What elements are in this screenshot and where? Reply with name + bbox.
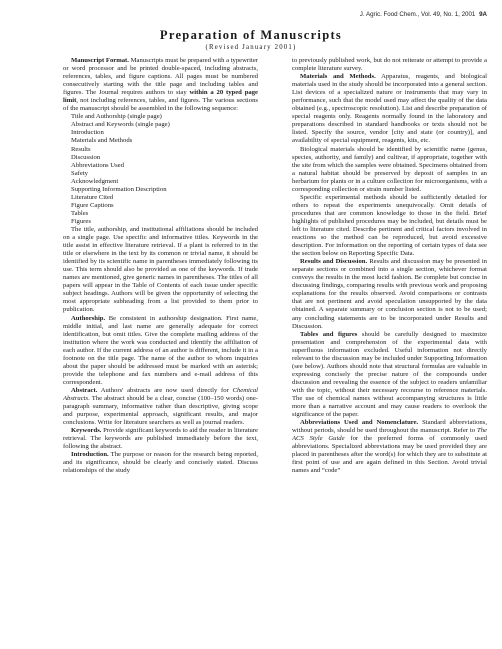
introduction-paragraph: Introduction. The purpose or reason for the research being reported, and its significance, should be clearly and concisely stated. Discuss relationships of the study: [63, 451, 258, 475]
list-item: Abbreviations Used: [71, 161, 124, 169]
materials-methods-paragraph: Materials and Methods. Apparatus, reagents, and biological materials used in the study should be incorporated into a general section. List devices of a specialized nature or instruments that may vary in performance, such that the model used may affect the quality of the data obtained (e.g., spectroscopic resolution). List and describe preparation of special reagents only. Reagents normally found in the laboratory and preparations described in standard handbooks or texts should not be listed. Specify the source, vendor [city and state (or country)], and availability of special equipment, reagents, kits, etc.: [292, 73, 487, 145]
list-item: Title and Authorship (single page): [71, 113, 162, 121]
title-paragraph: The title, authorship, and institutional affiliations should be included on a single page. Use specific and informative titles. Keywords in the title assist in effective literature retrieval. If a plant is referred to in the title or elsewhere in the text by its common or trivial name, it should be identified by its scientific name in parentheses immediately following its use. This term should also be provided as one of the keywords. If trade names are mentioned, give generic names in parentheses. The titles of all papers will appear in the Table of Contents of each issue under specific subject headings. Authors will be given the opportunity of selecting the most appropriate subheading from a list provided to them prior to publication.: [63, 225, 258, 314]
list-item: Discussion: [71, 153, 101, 161]
list-item: Safety: [71, 169, 88, 177]
list-item: Figure Captions: [71, 201, 114, 209]
list-item: Literature Cited: [71, 193, 114, 201]
section-sequence-list: [63, 113, 258, 226]
experimental-methods-paragraph: Specific experimental methods should be sufficiently detailed for others to repeat the experiments unequivocally. Omit details of procedures that are common knowledge to those in the field. Brief highlights of published procedures may be included, but details must be left to literature cited. Describe pertinent and critical factors involved in reactions so the method can be reproduced, but avoid excessive description. For information on the reporting of certain types of data see the section below on Reporting Specific Data.: [292, 193, 487, 258]
materials-methods-heading: Materials and Methods.: [300, 73, 376, 81]
list-item: Abstract and Keywords (single page): [71, 121, 170, 129]
revision-date: (Revised January 2001): [205, 44, 297, 51]
introduction-continued-paragraph: to previously published work, but do not reiterate or attempt to provide a complete literature survey.: [292, 57, 487, 73]
biological-materials-paragraph: Biological materials should be identified by scientific name (genus, species, authority, and family) and cultivar, if appropriate, together with the site from which the samples were obtained. Specimens obtained from a natural habitat should be preserved by deposit of samples in an herbarium for plants or in a culture collection for microorganisms, with a corresponding collection or strain number listed.: [292, 145, 487, 193]
list-item: Tables: [71, 209, 89, 217]
authorship-paragraph: Authorship. Be consistent in authorship designation. First name, middle initial, and last name are generally adequate for correct identification, but omit titles. Give the complete mailing address of the institution where the work was conducted and identify the affiliation of each author. If the current address of an author is different, include it in a footnote on the title page. The name of the author to whom inquiries about the paper should be addressed must be marked with an asterisk; provide the telephone and fax numbers and e-mail address of this correspondent.: [63, 314, 258, 386]
page-limit-emphasis: within a 20 typed page limit: [63, 89, 258, 105]
list-item: Materials and Methods: [71, 137, 133, 145]
list-item: Supporting Information Description: [71, 185, 167, 193]
abbreviations-paragraph: Abbreviations Used and Nomenclature. Standard abbreviations, without periods, should be used throughout the manuscript. Refer to The ACS Style Guide for the preferred forms of commonly used abbreviations. Specialized abbreviations may be used provided they are placed in parentheses after the word(s) for which they are to substitute at first point of use and are again defined in this Section. Avoid trivial names and “code”: [292, 419, 487, 475]
list-item: Figures: [71, 217, 91, 225]
keywords-heading: Keywords.: [71, 427, 102, 435]
authorship-heading: Authorship.: [71, 314, 106, 322]
abstract-paragraph: Abstract. Authors' abstracts are now used directly for Chemical Abstracts. The abstract should be a clear, concise (100–150 words) one-paragraph summary, informative rather than descriptive, giving scope and purpose, experimental approach, significant results, and major conclusions. Write for literature searchers as well as journal readers.: [63, 386, 258, 427]
chemical-abstracts-title: Chemical Abstracts: [63, 386, 258, 402]
keywords-paragraph: Keywords. Provide significant keywords to aid the reader in literature retrieval. The keywords are published immediately before the text, following the abstract.: [63, 427, 258, 451]
acs-style-guide-title: The ACS Style Guide: [292, 427, 487, 443]
list-item: Results: [71, 145, 91, 153]
list-item: Introduction: [71, 129, 104, 137]
list-item: Acknowledgment: [71, 177, 119, 185]
abstract-heading: Abstract.: [71, 386, 98, 394]
results-discussion-heading: Results and Discussion.: [300, 258, 368, 266]
tables-figures-paragraph: Tables and figures should be carefully designed to maximize presentation and comprehension of the experimental data with superfluous information excluded. Useful information not directly relevant to the discussion may be included under Supporting Information (see below). Authors should note that structural formulas are valuable in expressing concisely the precise nature of the compounds under discussion and revealing the essence of the subject to readers unfamiliar with the topic, without their necessary recourse to reference materials. The use of chemical names without accompanying structures is little more than a narrative account and may cause readers to overlook the significance of the paper.: [292, 330, 487, 419]
abbreviations-heading: Abbreviations Used and Nomenclature.: [300, 419, 419, 427]
manuscript-format-heading: Manuscript Format.: [71, 57, 129, 64]
page-number: 9A: [479, 11, 487, 18]
running-head: [360, 11, 487, 18]
right-column: [292, 57, 487, 647]
left-column: [63, 57, 258, 647]
manuscript-format-paragraph: Manuscript Format. Manuscripts must be prepared with a typewriter or word processor and be printed double-spaced, including abstracts, references, tables, and figure captions. All pages must be numbered consecutively starting with the title page and including tables and figures. The Journal requires authors to stay within a 20 typed page limit, not including references, tables, and figures. The various sections of the manuscript should be assembled in the following sequence:: [63, 57, 258, 113]
introduction-heading: Introduction.: [71, 451, 109, 459]
tables-figures-heading: Tables and figures: [300, 330, 358, 338]
page-title: Preparation of Manuscripts: [159, 28, 343, 42]
results-discussion-paragraph: Results and Discussion. Results and discussion may be presented in separate sections or combined into a single section, whichever format conveys the results in the most lucid fashion. Be complete but concise in discussing findings, comparing results with previous work and proposing explanations for the results observed. Avoid comparisons or contrasts that are not pertinent and avoid speculation unsupported by the data obtained. A separate summary or conclusion section is not to be used; any concluding statements are to be incorporated under Results and Discussion.: [292, 258, 487, 330]
journal-citation: J. Agric. Food Chem., Vol. 49, No. 1, 2001: [359, 11, 476, 18]
